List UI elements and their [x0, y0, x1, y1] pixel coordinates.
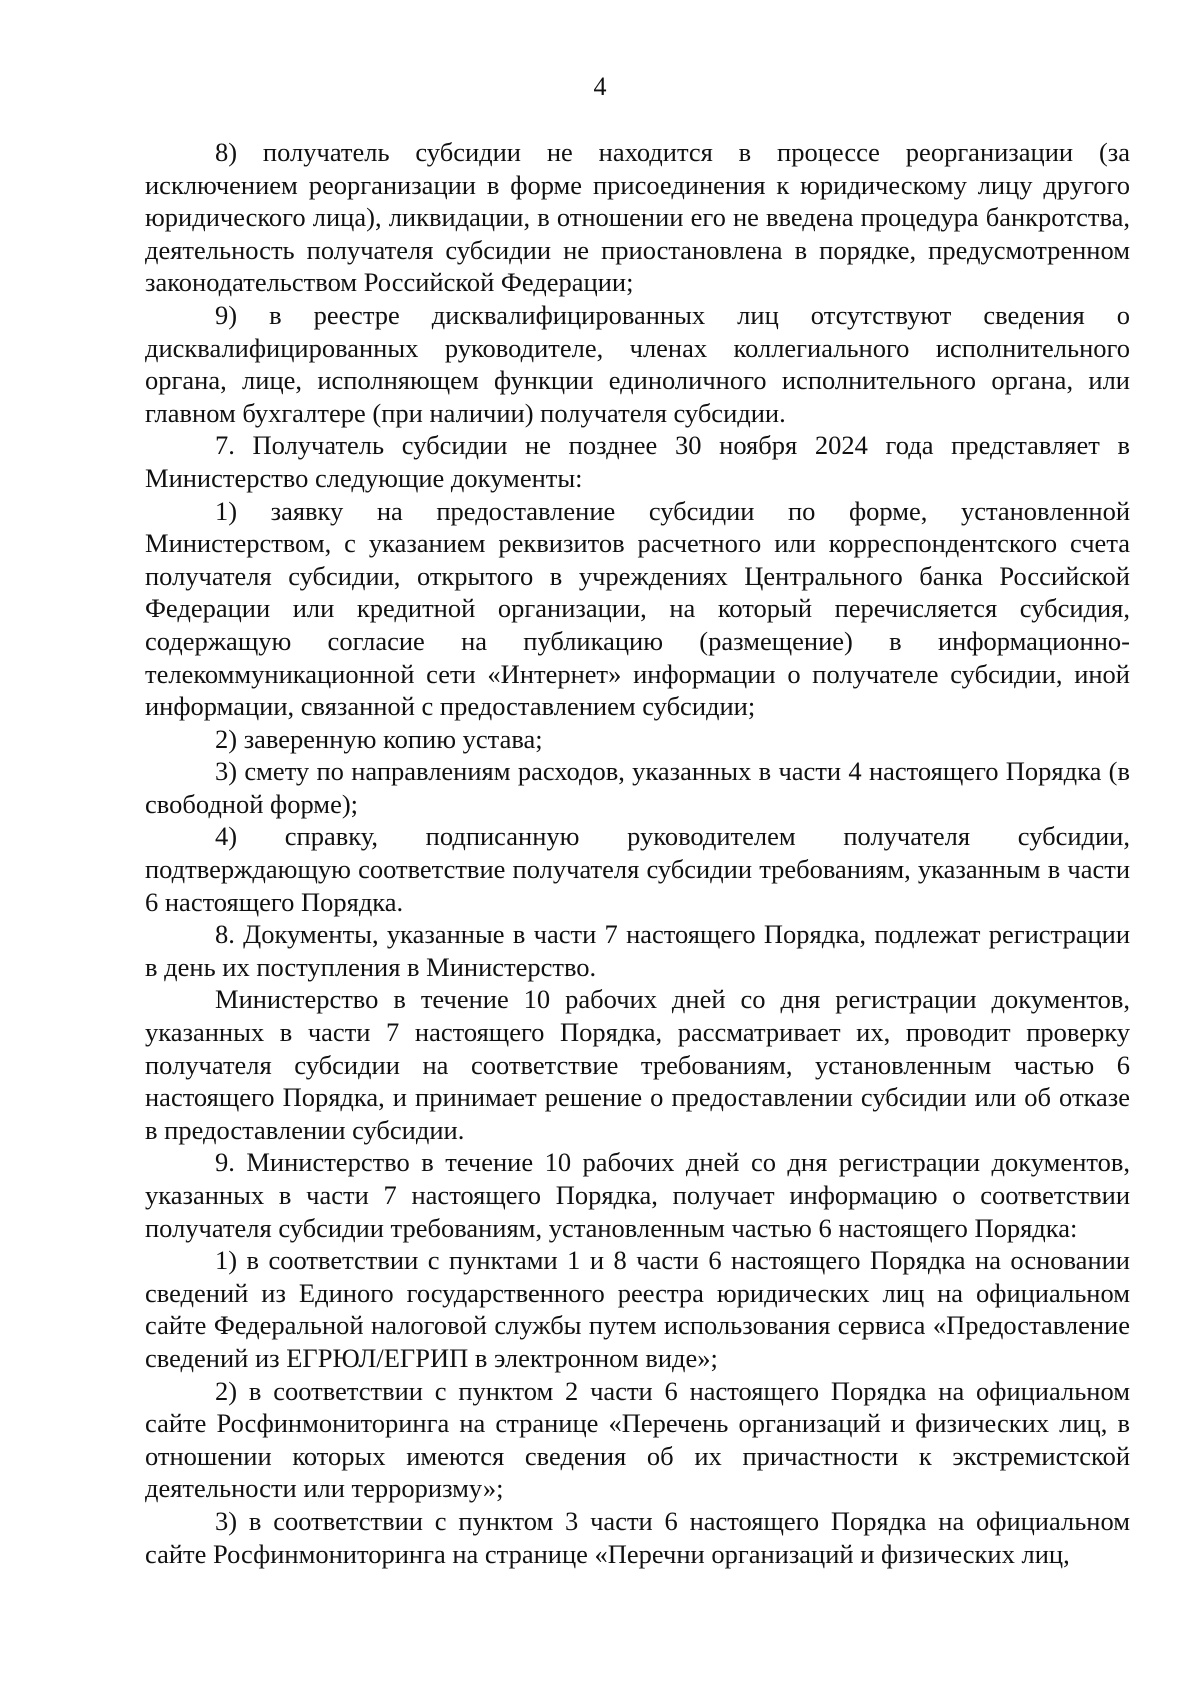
paragraph-item-8: 8) получатель субсидии не находится в процессе реорганизации (за исключением реорганизации в форме присоединения к юридическому лицу другого юридического лица), ликвидации, в отношении его не введена процедура банкротства, деятельность получателя субсидии не приостановлена в порядке, предусмотренном законодательством Российской Федерации;: [145, 137, 1130, 298]
paragraph-doc-1-application: 1) заявку на предоставление субсидии по форме, установленной Министерством, с указанием реквизитов расчетного или корреспондентского счета получателя субсидии, открытого в учреждениях Центрального банка Российской Федерации или кредитной организации, на который перечисляется субсидия, содержащую согласие на публикацию (размещение) в информационно-телекоммуникационной сети «Интернет» информации о получателе субсидии, иной информации, связанной с предоставлением субсидии;: [145, 495, 1130, 722]
paragraph-section-7: 7. Получатель субсидии не позднее 30 ноября 2024 года представляет в Министерство следующие документы:: [145, 430, 1130, 493]
document-body: [145, 136, 1130, 1570]
paragraph-ministry-review: Министерство в течение 10 рабочих дней со дня регистрации документов, указанных в части 7 настоящего Порядка, рассматривает их, проводит проверку получателя субсидии на соответствие требованиям, установленным частью 6 настоящего Порядка, и принимает решение о предоставлении субсидии или об отказе в предоставлении субсидии.: [145, 984, 1130, 1145]
paragraph-check-3-rosfinmonitoring: 3) в соответствии с пунктом 3 части 6 настоящего Порядка на официальном сайте Росфинмониторинга на странице «Перечни организаций и физических лиц,: [145, 1505, 1130, 1569]
paragraph-check-2-rosfinmonitoring: 2) в соответствии с пунктом 2 части 6 настоящего Порядка на официальном сайте Росфинмониторинга на странице «Перечень организаций и физических лиц, в отношении которых имеются сведения об их причастности к экстремистской деятельности или терроризму»;: [145, 1375, 1130, 1504]
paragraph-doc-4-certificate: 4) справку, подписанную руководителем получателя субсидии, подтверждающую соответствие получателя субсидии требованиям, указанным в части 6 настоящего Порядка.: [145, 821, 1130, 917]
page-number: 4: [593, 72, 607, 101]
paragraph-section-9: 9. Министерство в течение 10 рабочих дней со дня регистрации документов, указанных в части 7 настоящего Порядка, получает информацию о соответствии получателя субсидии требованиям, установленным частью 6 настоящего Порядка:: [145, 1147, 1130, 1243]
paragraph-doc-3-estimate: 3) смету по направлениям расходов, указанных в части 4 настоящего Порядка (в свободной форме);: [145, 756, 1130, 819]
paragraph-check-1-egrul: 1) в соответствии с пунктами 1 и 8 части 6 настоящего Порядка на основании сведений из Единого государственного реестра юридических лиц на официальном сайте Федеральной налоговой службы путем использования сервиса «Предоставление сведений из ЕГРЮЛ/ЕГРИП в электронном виде»;: [145, 1245, 1130, 1373]
paragraph-doc-2-charter: 2) заверенную копию устава;: [215, 723, 543, 754]
paragraph-item-9: 9) в реестре дисквалифицированных лиц отсутствуют сведения о дисквалифицированных руководителе, членах коллегиального исполнительного органа, лице, исполняющем функции единоличного исполнительного органа, или главном бухгалтере (при наличии) получателя субсидии.: [145, 299, 1130, 428]
paragraph-section-8: 8. Документы, указанные в части 7 настоящего Порядка, подлежат регистрации в день их поступления в Министерство.: [145, 919, 1130, 982]
